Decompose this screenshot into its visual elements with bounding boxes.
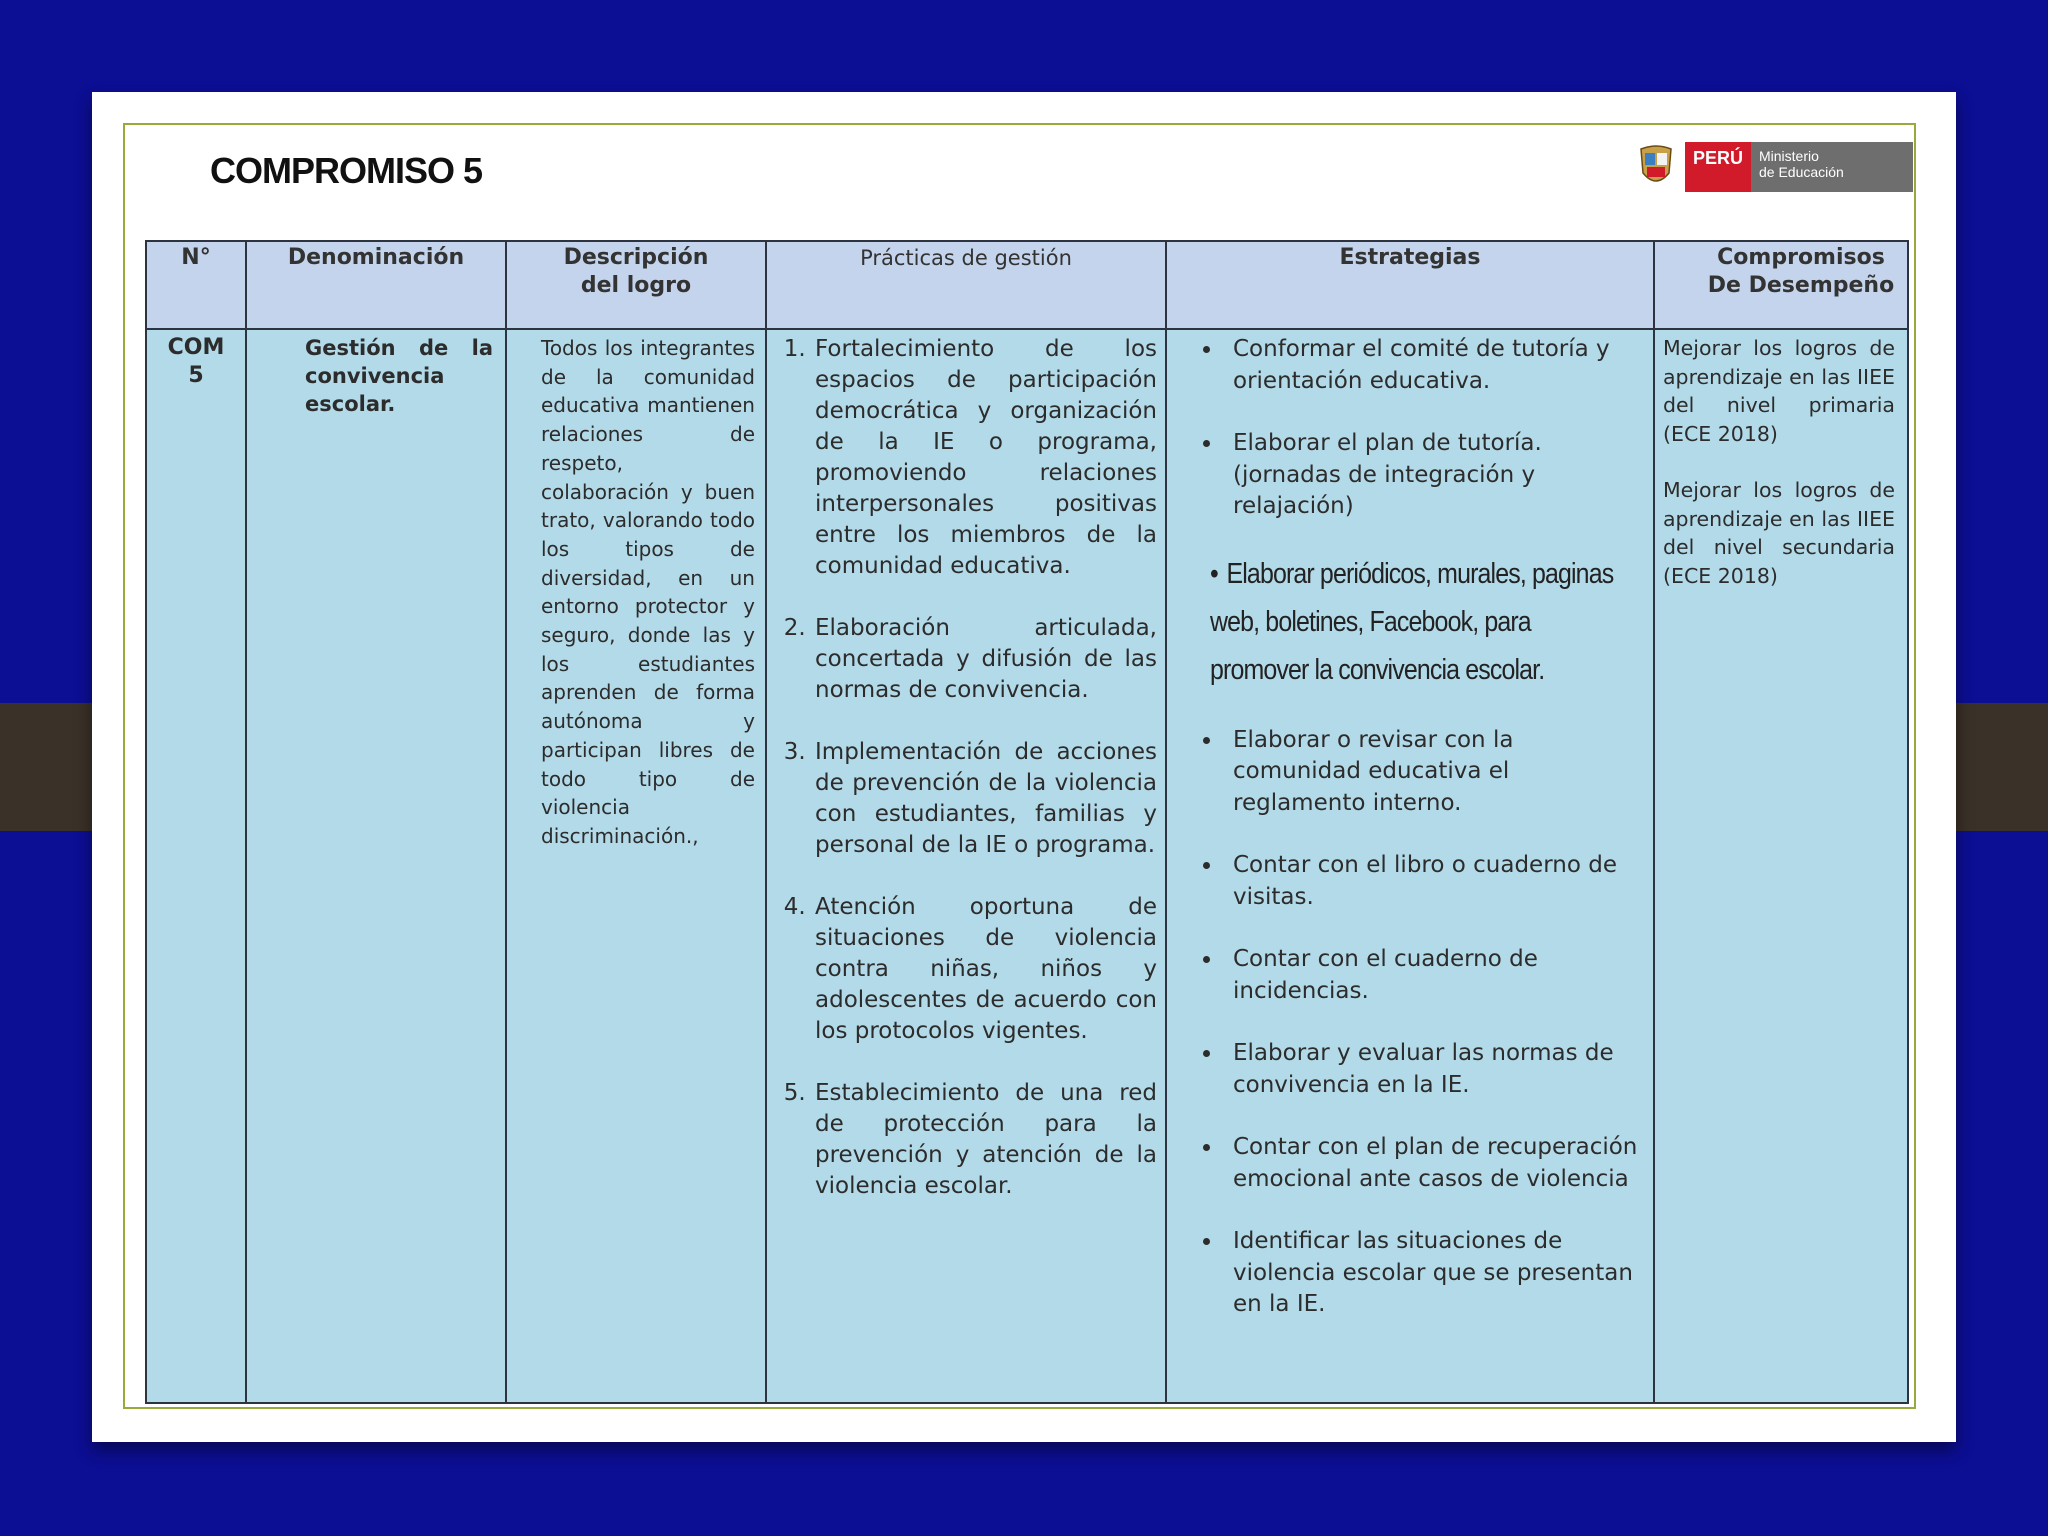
strategy-item: • Contar con el cuaderno de incidencias. bbox=[1223, 944, 1645, 1007]
practice-item: 2. Elaboración articulada, concertada y difusión de las normas de convivencia. bbox=[813, 613, 1157, 706]
header-descripcion-text: Descripción del logro bbox=[563, 245, 709, 298]
peru-label: PERÚ bbox=[1685, 142, 1751, 192]
minedu-logo bbox=[1637, 142, 1913, 192]
header-descripcion bbox=[506, 241, 766, 329]
peru-crest-icon bbox=[1637, 142, 1675, 192]
cell-practicas bbox=[766, 329, 1166, 1403]
header-estrategias: Estrategias bbox=[1166, 241, 1654, 329]
table-row bbox=[146, 329, 1908, 1403]
strategy-item: • Elaborar periódicos, murales, paginas web, boletines, Facebook, para promover la convivencia escolar. bbox=[1210, 550, 1616, 694]
strategy-item: • Elaborar y evaluar las normas de convivencia en la IE. bbox=[1223, 1038, 1645, 1101]
commitment-item: Mejorar los logros de aprendizaje en las IIEE del nivel secundaria (ECE 2018) bbox=[1663, 478, 1895, 588]
header-compromisos-text: Compromisos De Desempeño bbox=[1707, 245, 1895, 298]
cell-num bbox=[146, 329, 246, 1403]
table-header-row bbox=[146, 241, 1908, 329]
strategy-item: • Contar con el plan de recuperación emocional ante casos de violencia bbox=[1223, 1132, 1645, 1195]
slide-title: COMPROMISO 5 bbox=[210, 150, 483, 191]
practice-item: 5. Establecimiento de una red de protección para la prevención y atención de la violencia escolar. bbox=[813, 1078, 1157, 1202]
cell-num-text: COM 5 bbox=[167, 335, 225, 388]
strategy-item: • Conformar el comité de tutoría y orientación educativa. bbox=[1223, 334, 1645, 397]
practice-item: 3. Implementación de acciones de prevención de la violencia con estudiantes, familias y personal de la IE o programa. bbox=[813, 737, 1157, 861]
header-denominacion: Denominación bbox=[246, 241, 506, 329]
ministry-line-2: de Educación bbox=[1759, 164, 1844, 180]
compromiso-table bbox=[145, 240, 1909, 1404]
cell-denominacion: Gestión de la convivencia escolar. bbox=[246, 329, 506, 1403]
strategy-item: • Identificar las situaciones de violencia escolar que se presentan en la IE. bbox=[1223, 1226, 1645, 1321]
cell-compromisos bbox=[1654, 329, 1908, 1403]
header-practicas: Prácticas de gestión bbox=[766, 241, 1166, 329]
header-compromisos bbox=[1654, 241, 1908, 329]
commitment-item: Mejorar los logros de aprendizaje en las IIEE del nivel primaria (ECE 2018) bbox=[1663, 336, 1895, 446]
ministry-label bbox=[1751, 142, 1913, 192]
cell-estrategias bbox=[1166, 329, 1654, 1403]
practice-item: 1. Fortalecimiento de los espacios de participación democrática y organización de la IE o programa, promoviendo relaciones interpersonales positivas entre los miembros de la comunidad educativa. bbox=[813, 334, 1157, 582]
strategy-item: • Contar con el libro o cuaderno de visitas. bbox=[1223, 850, 1645, 913]
header-num: N° bbox=[146, 241, 246, 329]
cell-descripcion: Todos los integrantes de la comunidad educativa mantienen relaciones de respeto, colaboración y buen trato, valorando todo los tipos de diversidad, en un entorno protector y seguro, donde las y los estudiantes aprenden de forma autónoma y participan libres de todo tipo de violencia discriminación., bbox=[506, 329, 766, 1403]
practice-item: 4. Atención oportuna de situaciones de violencia contra niñas, niños y adolescentes de acuerdo con los protocolos vigentes. bbox=[813, 892, 1157, 1047]
slide bbox=[92, 92, 1956, 1442]
strategy-item: • Elaborar o revisar con la comunidad educativa el reglamento interno. bbox=[1223, 725, 1645, 820]
ministry-line-1: Ministerio bbox=[1759, 148, 1819, 164]
strategy-item: • Elaborar el plan de tutoría. (jornadas de integración y relajación) bbox=[1223, 428, 1645, 523]
